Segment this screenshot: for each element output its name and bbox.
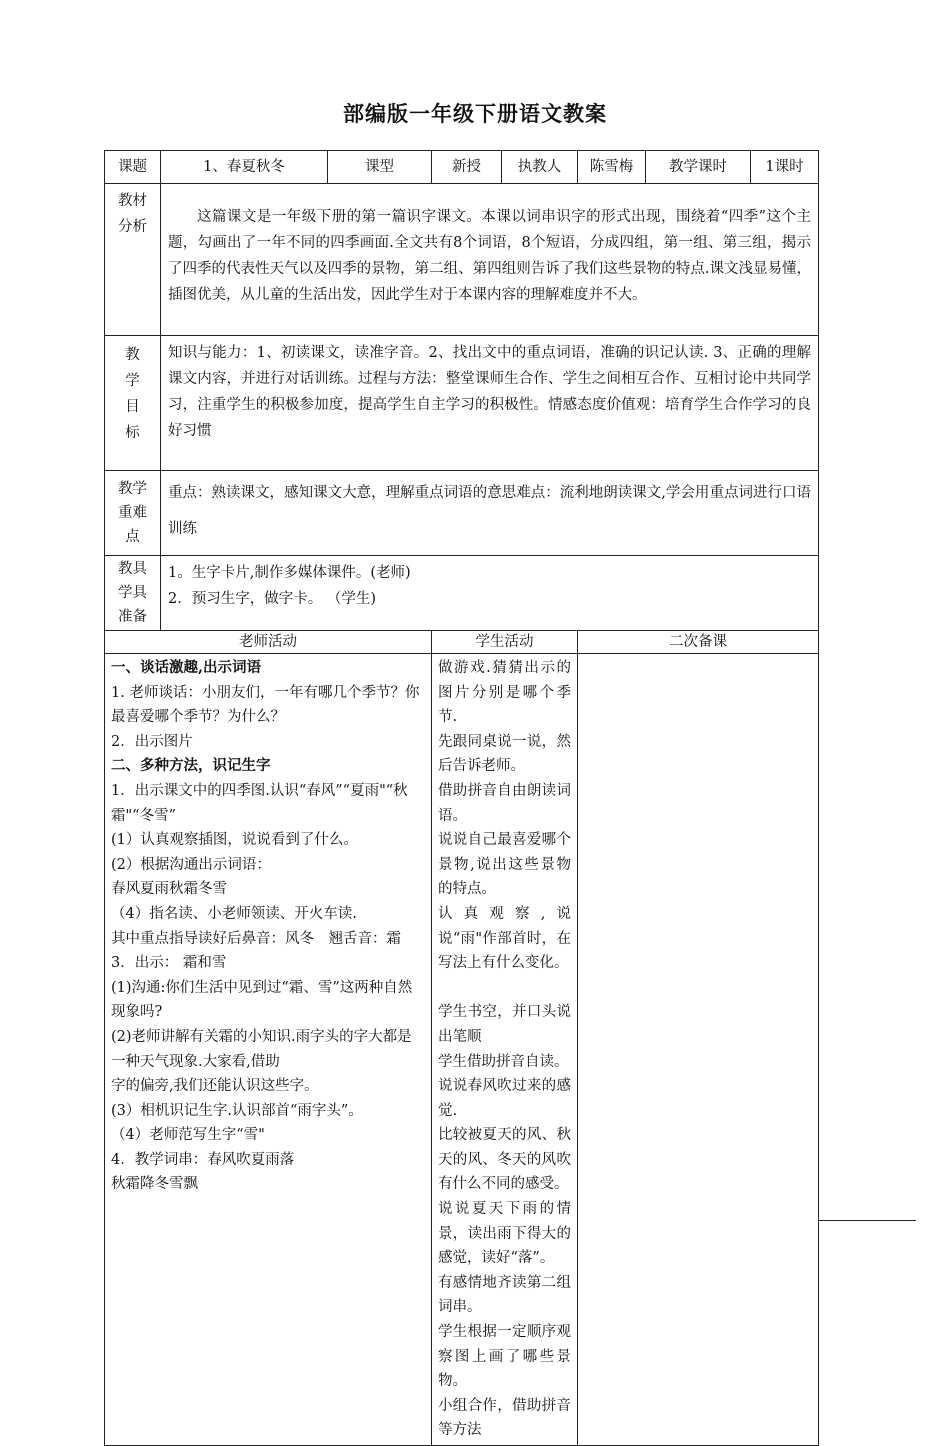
tools-line-2: 2．预习生字，做字卡。 （学生): [168, 591, 376, 607]
goals-label: [105, 336, 161, 471]
header-row: [105, 151, 819, 184]
topic-label: 课题: [105, 151, 161, 184]
student-activity-item: 借助拼音自由朗读词语。: [438, 782, 571, 824]
teacher-activity-item: （4）老师范写生字“雪": [111, 1127, 265, 1144]
hours-value: 1课时: [751, 151, 819, 184]
teacher-value: 陈雪梅: [578, 151, 646, 184]
teacher-label: 执教人: [502, 151, 578, 184]
teacher-activity-item: 秋霜降冬雪飘: [111, 1176, 198, 1193]
second-prep-header: 二次备课: [578, 631, 819, 654]
teacher-activity-item: 其中重点指导读好后鼻音：风冬 翘舌音：霜: [111, 930, 401, 947]
tools-label: [105, 556, 161, 631]
student-activity-item: 学生书空，并口头说出笔顺: [438, 1004, 571, 1045]
teacher-activity-item: 一、谈话激趣,出示词语: [111, 659, 262, 676]
analysis-label-text: 教材分析: [117, 193, 147, 235]
student-activity-item: 说说春风吹过来的感觉.: [438, 1078, 571, 1119]
type-label: 课型: [328, 151, 432, 184]
analysis-label: [105, 184, 161, 336]
table-extension-line: [818, 1220, 916, 1221]
student-activity-header: 学生活动: [432, 631, 578, 654]
activity-row: [105, 654, 819, 1446]
analysis-paragraph: 这篇课文是一年级下册的第一篇识字课文。本课以词串识字的形式出现，围绕着“四季”这个主题，勾画出了一年不同的四季画面.全文共有8个词语，8个短语，分成四组，第一组、第三组，揭示了四季的代表性天气以及四季的景物，第二组、第四组则告诉了我们这些景物的特点.课文浅显易懂，插图优美，从儿童的生活出发，因此学生对于本课内容的理解难度并不大。: [168, 209, 811, 303]
page-title: 部编版一年级下册语文教案: [343, 102, 607, 126]
teacher-activity-item: （4）指名读、小老师领读、开火车读.: [111, 905, 357, 922]
teacher-activity-list: [111, 656, 425, 1197]
activity-header-row: [105, 631, 819, 654]
topic-value: 1、春夏秋冬: [161, 151, 328, 184]
student-activity-list: [438, 656, 571, 1443]
teacher-activity-item: (1）认真观察插图，说说看到了什么。: [111, 832, 358, 849]
teacher-activity-item: 3．出示： 霜和雪: [111, 955, 227, 972]
teacher-activity-item: 二、多种方法，识记生字: [111, 757, 271, 775]
student-activity-item: [438, 976, 571, 1001]
student-activity-item: 先跟同桌说一说，然后告诉老师。: [438, 733, 571, 775]
teacher-activity-item: 春风夏雨秋霜冬雪: [111, 881, 227, 898]
goals-text: 知识与能力：1、初读课文，读准字音。2、找出文中的重点词语，准确的识记认读. 3、正确的理解课文内容，并进行对话训练。过程与方法：整堂课师生合作、学生之间相互合作、互相讨论中共同学习，注重学生的积极参加度，提高学生自主学习的积极性。情感态度价值观：培育学生合作学习的良好习惯: [161, 336, 819, 471]
goals-row: [105, 336, 819, 471]
teacher-activity-item: 4．教学词串：春风吹夏雨落: [111, 1151, 295, 1168]
student-activity-item: 有感情地齐读第二组词串。: [438, 1274, 571, 1316]
student-activity-item: 认真观察,说说“雨"作部首时，在写法上有什么变化。: [438, 905, 571, 972]
student-activity-item: 学生借助拼音自读。: [438, 1053, 569, 1070]
lesson-plan-table: [104, 150, 819, 1446]
tools-row: [105, 556, 819, 631]
analysis-text: [161, 184, 819, 336]
teacher-activity-item: 2．出示图片: [111, 733, 193, 750]
tools-text: [161, 556, 819, 631]
analysis-row: [105, 184, 819, 336]
hours-label: 教学课时: [646, 151, 751, 184]
key-points-label-text: 教学重难点: [118, 481, 147, 545]
teacher-activity-item: 1．出示课文中的四季图.认识“春风”“夏雨"“秋霜"“冬雪”: [111, 782, 408, 824]
teacher-activity-header: 老师活动: [105, 631, 432, 654]
second-prep-cell: [578, 654, 819, 1446]
student-activity-item: 说说自己最喜爱哪个景物,说出这些景物的特点。: [438, 832, 571, 898]
teacher-activity-item: (1)沟通:你们生活中见到过“霜、雪”这两种自然现象吗?: [111, 979, 413, 1021]
key-points-label: [105, 471, 161, 556]
student-activity-item: 小组合作，借助拼音等方法: [438, 1397, 571, 1439]
teacher-activity-item: 1. 老师谈话：小朋友们，一年有哪几个季节？你最喜爱哪个季节？为什么？: [111, 684, 420, 726]
key-points-text: 重点：熟读课文，感知课文大意，理解重点词语的意思难点：流利地朗读课文,学会用重点词进行口语训练: [161, 471, 819, 556]
student-activity-item: 学生根据一定顺序观察图上画了哪些景物。: [438, 1324, 571, 1390]
type-value: 新授: [432, 151, 502, 184]
goals-label-text: 教学目标: [125, 347, 140, 441]
key-points-row: [105, 471, 819, 556]
teacher-activity-item: 字的偏旁,我们还能认识这些字。: [111, 1078, 319, 1095]
student-activity-item: 比较被夏天的风、秋天的风、冬天的风吹有什么不同的感受。: [438, 1127, 571, 1193]
teacher-activity-item: (2）根据沟通出示词语：: [111, 856, 271, 873]
teacher-activity-item: (3）相机识记生字.认识部首“雨字头”。: [111, 1102, 363, 1119]
student-activity-cell: [432, 654, 578, 1446]
teacher-activity-item: (2)老师讲解有关霜的小知识.雨字头的字大都是一种天气现象.大家看,借助: [111, 1028, 412, 1070]
tools-line-1: 1。生字卡片,制作多媒体课件。(老师): [168, 565, 411, 581]
student-activity-item: 做游戏.猜猜出示的图片分别是哪个季节.: [438, 660, 571, 726]
student-activity-item: 说说夏天下雨的情景，读出雨下得大的感觉，读好“落”。: [438, 1201, 571, 1267]
tools-label-text: 教具学具准备: [118, 561, 147, 625]
teacher-activity-cell: [105, 654, 432, 1446]
